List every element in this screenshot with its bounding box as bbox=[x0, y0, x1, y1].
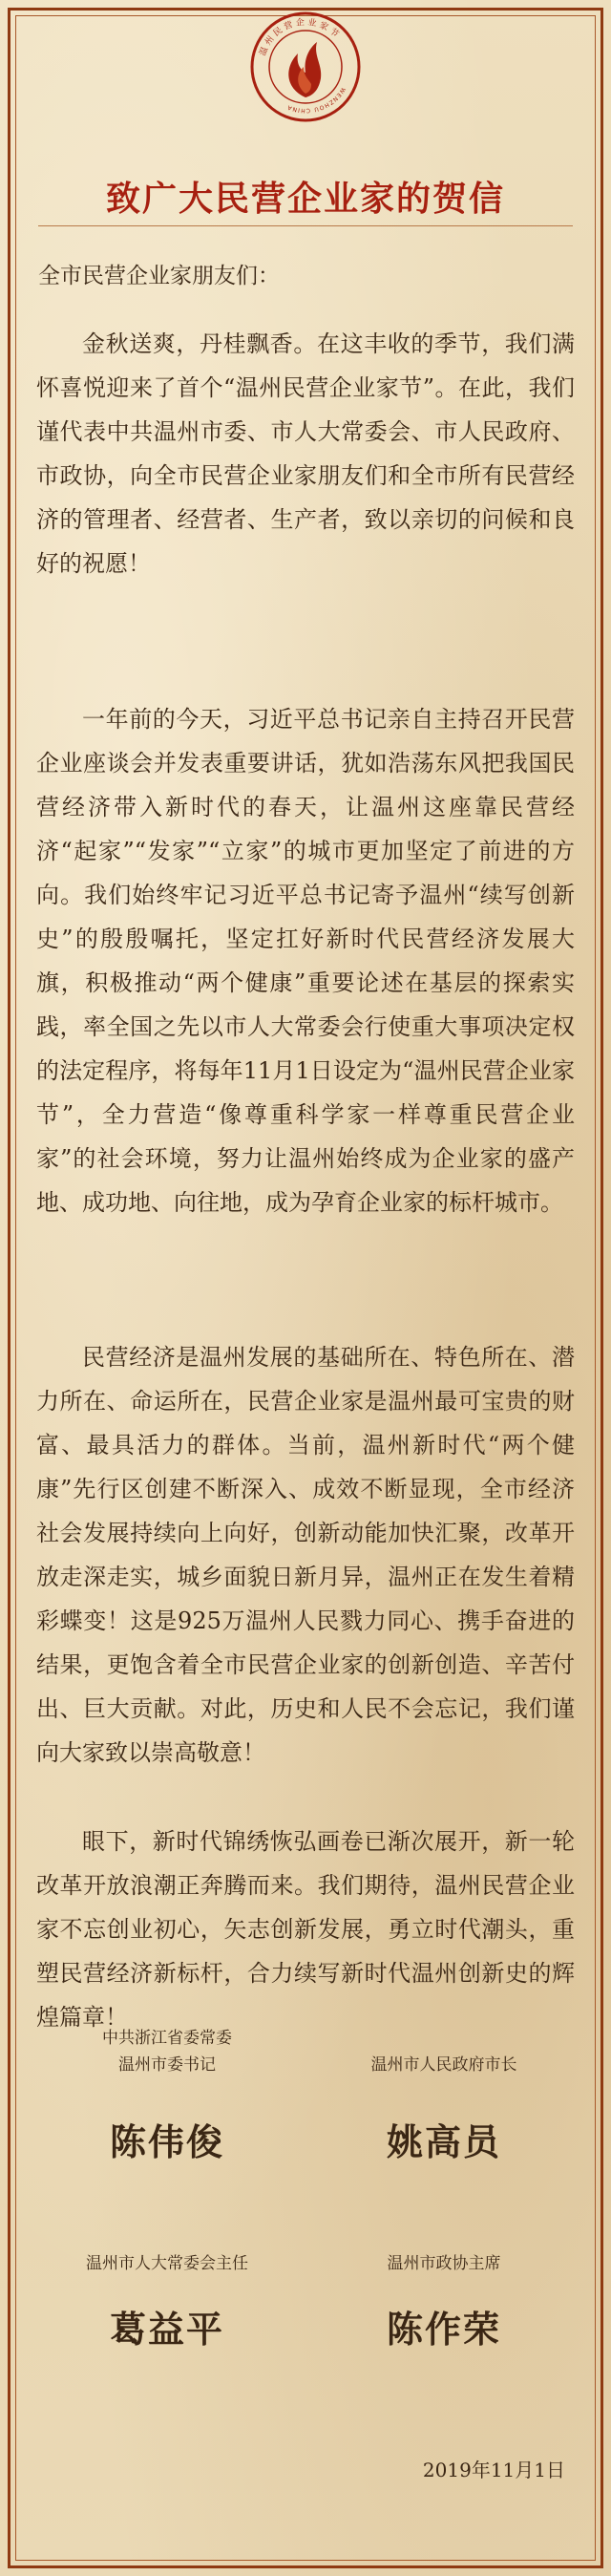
signature-name: 葛益平 bbox=[109, 2308, 224, 2351]
logo-ring-text: 温州民营企业家节 bbox=[258, 17, 343, 58]
paragraph-1: 金秋送爽，丹桂飘香。在这丰收的季节，我们满怀喜悦迎来了首个“温州民营企业家节”。在此，我们谨代表中共温州市委、市人大常委会、市人民政府、市政协，向全市民营企业家朋友们和全市所有民营经济的管理者、经营者、生产者，致以亲切的问候和良好的祝愿！ bbox=[36, 330, 575, 577]
signature-title: 温州市委书记 bbox=[118, 2055, 216, 2075]
signature-cppcc-chairman bbox=[315, 2250, 573, 2352]
letter-date: 2019年11月1日 bbox=[422, 2459, 565, 2481]
signature-title: 温州市政协主席 bbox=[387, 2254, 501, 2273]
signature-name: 陈作荣 bbox=[386, 2308, 501, 2351]
signature-name: 姚高员 bbox=[386, 2120, 501, 2163]
signature-title: 温州市人民政府市长 bbox=[370, 2055, 517, 2075]
signature-npc-director bbox=[38, 2250, 296, 2352]
svg-text:温州民营企业家节 bbox=[258, 16, 344, 57]
paragraph-3: 民营经济是温州发展的基础所在、特色所在、潜力所在、命运所在，民营企业家是温州最可宝贵的财富、最具活力的群体。当前，温州新时代“两个健康”先行区创建不断深入、成效不断显现，全市经济社会发展持续向上向好，创新动能加快汇聚，改革开放走深走实，城乡面貌日新月异，温州正在发生着精彩蝶变！这是925万温州人民戮力同心、携手奋进的结果，更饱含着全市民营企业家的创新创造、辛苦付出、巨大贡献。对此，历史和人民不会忘记，我们谨向大家致以崇高敬意！ bbox=[36, 1344, 575, 1766]
signature-title: 温州市人大常委会主任 bbox=[86, 2254, 248, 2273]
greeting: 全市民营企业家朋友们： bbox=[38, 264, 280, 288]
paragraph-4: 眼下，新时代锦绣恢弘画卷已渐次展开，新一轮改革开放浪潮正奔腾而来。我们期待，温州民营企业家不忘创业初心，矢志创新发展，勇立时代潮头，重塑民营经济新标杆，合力续写新时代温州创新史的辉煌篇章！ bbox=[36, 1828, 575, 2031]
signature-mayor bbox=[315, 2052, 573, 2165]
flame-logo-icon bbox=[248, 10, 363, 124]
page-title: 致广大民营企业家的贺信 bbox=[105, 179, 505, 219]
signature-party-secretary bbox=[38, 2025, 296, 2165]
paragraph-2: 一年前的今天，习近平总书记亲自主持召开民营企业座谈会并发表重要讲话，犹如浩荡东风把我国民营经济带入新时代的春天，让温州这座靠民营经济“起家”“发家”“立家”的城市更加坚定了前进的方向。我们始终牢记习近平总书记寄予温州“续写创新史”的殷殷嘱托，坚定扛好新时代民营经济发展大旗，积极推动“两个健康”重要论述在基层的探索实践，率全国之先以市人大常委会行使重大事项决定权的法定程序，将每年11月1日设定为“温州民营企业家节”，全力营造“像尊重科学家一样尊重民营企业家”的社会环境，努力让温州始终成为企业家的盛产地、成功地、向往地，成为孕育企业家的标杆城市。 bbox=[36, 706, 575, 1216]
signature-name: 陈伟俊 bbox=[109, 2120, 224, 2163]
title-divider bbox=[38, 225, 573, 226]
logo-ring-text-en: WENZHOU CHINA bbox=[285, 86, 347, 115]
signature-title: 中共浙江省委常委 bbox=[102, 2029, 232, 2048]
